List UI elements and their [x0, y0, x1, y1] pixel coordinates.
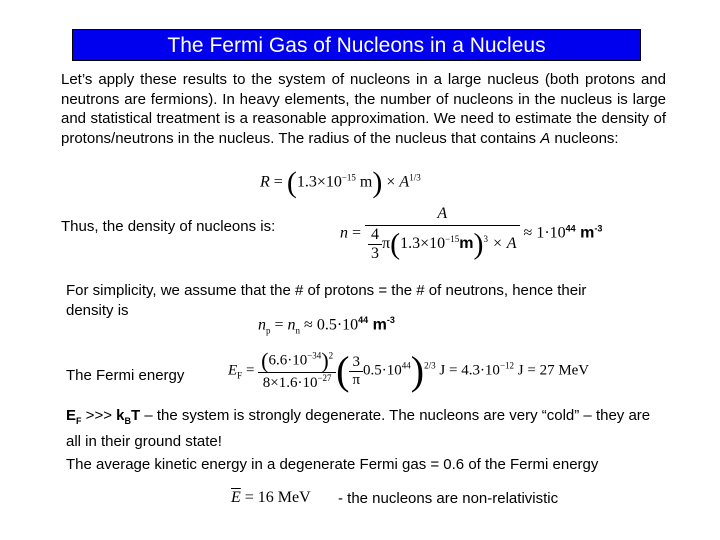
- density-fraction: [365, 205, 520, 263]
- radius-exp: −15: [341, 172, 356, 183]
- fermi-paren-right: ): [321, 348, 329, 373]
- avg-lhs: $\overline{E}$: [231, 489, 241, 506]
- nn-sub: n: [295, 325, 301, 336]
- density-eq-sign: =: [348, 224, 366, 242]
- coef-fraction: [368, 226, 382, 263]
- fermi-label: The Fermi energy: [66, 367, 185, 384]
- radius-var: A: [399, 173, 410, 191]
- radius-eq-sign: =: [269, 173, 287, 191]
- np-equation: [258, 315, 395, 336]
- fermi-denominator: [258, 373, 336, 392]
- density-mantissa: 1.3×10: [400, 235, 446, 253]
- nn-symbol: n: [287, 316, 296, 334]
- fermi-three: 3: [349, 354, 363, 372]
- density-lhs: n: [340, 224, 348, 242]
- fermi-numerator: [258, 350, 336, 373]
- density-cube: 3: [483, 233, 488, 244]
- fermi-h-sq: 2: [328, 350, 334, 361]
- fermi-power: 2/3: [424, 360, 436, 371]
- degenerate-paragraph: [66, 406, 666, 451]
- coef-num: 4: [368, 226, 382, 245]
- degenerate-kb: k: [116, 407, 125, 424]
- radius-lhs: R: [260, 173, 270, 191]
- intro-text: Let’s apply these results to the system of nucleons in a large nucleus (both protons and neutrons are fermions). In heavy elements, the number of nucleons in the nucleus is large and statistical treatment is a reasonable approximation. We need to estimate the density of protons/neutrons in the nucleus. The radius of the nucleus that contains: [61, 71, 666, 147]
- density-result-unit: m: [575, 224, 595, 242]
- fermi-fraction: [258, 350, 336, 392]
- fermi-den-exp: −27: [317, 373, 332, 383]
- fermi-result-tail: J = 27 MeV: [514, 362, 590, 379]
- fermi-pi: π: [352, 371, 361, 388]
- density-label: Thus, the density of nucleons is:: [61, 218, 276, 235]
- fermi-lhs: E: [228, 362, 238, 379]
- degenerate-text: – the system is strongly degenerate. The nucleons are very “cold” – they are all in their ground state!: [66, 407, 651, 450]
- avg-equation: [231, 489, 311, 507]
- np-exp: 44: [358, 315, 369, 325]
- density-result-exp: 44: [565, 223, 576, 234]
- density-unit: m: [459, 235, 474, 253]
- np-sub: p: [266, 325, 271, 336]
- density-paren-right: ): [473, 227, 484, 261]
- np-unit-exp: -3: [386, 315, 395, 325]
- fermi-h-exp: −34: [307, 350, 322, 361]
- density-numerator-a: A: [437, 205, 448, 222]
- density-equation: [340, 205, 602, 263]
- radius-equation: [260, 168, 421, 198]
- fermi-three-pi: [349, 354, 363, 389]
- degenerate-gtgt: >>>: [81, 407, 117, 424]
- slide-title: The Fermi Gas of Nucleons in a Nucleus: [72, 29, 641, 61]
- fermi-eq-sign: =: [242, 362, 259, 379]
- intro-var-a: A: [540, 129, 551, 147]
- simplicity-paragraph: For simplicity, we assume that the # of protons = the # of neutrons, hence their density is: [66, 282, 587, 319]
- fermi-lhs-sub: F: [237, 370, 243, 381]
- nonrelativistic-note: - the nucleons are non-relativistic: [338, 490, 559, 507]
- fermi-h-num: 6.6·10: [268, 352, 308, 369]
- coef-den: 3: [371, 245, 380, 262]
- fermi-big-paren-left: (: [336, 348, 350, 393]
- density-numerator: [365, 205, 520, 226]
- fermi-density-exp: 44: [401, 360, 411, 371]
- intro-paragraph: [61, 70, 666, 148]
- density-exp: −15: [445, 233, 460, 244]
- fermi-paren-left: (: [261, 348, 269, 373]
- degenerate-ef: E: [66, 407, 77, 424]
- density-approx: ≈ 1·10: [519, 224, 566, 242]
- fermi-den: 8×1.6·10: [262, 375, 318, 391]
- degenerate-t: T: [130, 407, 141, 424]
- density-denominator: [365, 226, 520, 263]
- paren-right: ): [372, 166, 383, 199]
- density-pi: π: [382, 235, 391, 253]
- avg-energy-paragraph: The average kinetic energy in a degenerate Fermi gas = 0.6 of the Fermi energy: [66, 456, 599, 473]
- np-approx: ≈ 0.5·10: [300, 316, 359, 334]
- np-symbol: n: [258, 316, 266, 334]
- fermi-big-paren-right: ): [410, 348, 425, 393]
- radius-unit: m: [355, 173, 373, 191]
- density-times: × A: [487, 235, 517, 253]
- degenerate-kb-sub: B: [124, 416, 131, 426]
- avg-rhs: = 16 MeV: [240, 489, 311, 506]
- radius-mantissa: 1.3×10: [296, 173, 342, 191]
- fermi-equation: [228, 350, 589, 392]
- fermi-result: J = 4.3·10: [435, 362, 500, 379]
- np-eq-sign: =: [270, 316, 288, 334]
- fermi-density: 0.5·10: [363, 362, 402, 379]
- fermi-result-exp: −12: [499, 360, 515, 371]
- np-unit: m: [368, 316, 387, 334]
- intro-tail: nucleons:: [550, 129, 619, 147]
- radius-power: 1/3: [409, 172, 421, 183]
- degenerate-ef-sub: F: [76, 416, 82, 426]
- radius-times: ×: [382, 173, 400, 191]
- density-result-unit-exp: -3: [594, 223, 603, 234]
- density-paren-left: (: [390, 227, 401, 261]
- paren-left: (: [286, 166, 297, 199]
